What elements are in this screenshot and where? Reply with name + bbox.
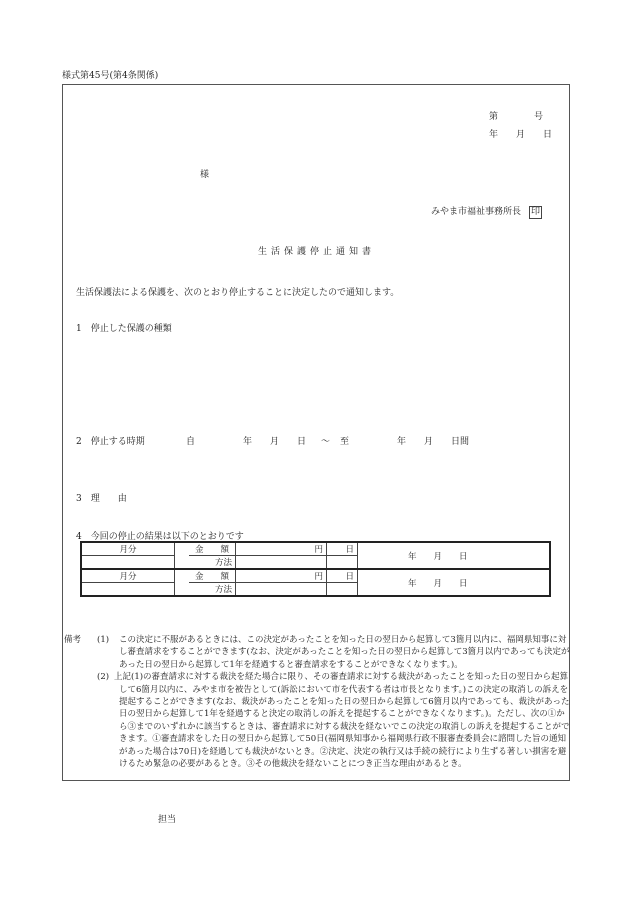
- intro-text: 生活保護法による保護を、次のとおり停止することに決定したので通知します。: [76, 288, 400, 298]
- blank-cell: [81, 556, 175, 570]
- date-cell: 年 月 日: [358, 569, 551, 596]
- blank-cell: [327, 583, 358, 597]
- item-reason: 3 理 由: [76, 494, 127, 504]
- table-row: [81, 569, 550, 583]
- month-cell: 月分: [81, 542, 175, 556]
- notes-label: 備考: [64, 635, 82, 645]
- item-result: 4 今回の停止の結果は以下のとおりです: [76, 532, 244, 542]
- item-period: 2 停止する時期: [76, 437, 145, 447]
- addressee: 様: [200, 170, 210, 180]
- day-cell: 日: [327, 542, 358, 556]
- yen-cell: 円: [236, 569, 327, 583]
- note-2: [64, 671, 570, 770]
- page-title: 生活保護停止通知書: [258, 247, 376, 257]
- spacer-cell: [175, 542, 190, 569]
- amount-label: 金 額: [189, 542, 236, 556]
- blank-cell: [327, 556, 358, 570]
- seal-mark: 印: [531, 207, 541, 217]
- period-to: 至: [340, 437, 350, 447]
- note-2-text: 上記(1)の審査請求に対する裁決を経た場合に限り、その審査請求に対する裁決があったことを知った日の翌日から起算して6箇月以内に、みやま市を被告として(訴訟において市を代表する者は市長となります。)この決定の取消しの訴えを提起することができます(なお、裁決があったことを知った日の翌日から起算して6箇月以内であっても、裁決があった日の翌日から起算して1年を経過すると決定の取消しの訴えを提起することができなくなります。)。ただし、次の①から③までのいずれかに該当するときは、審査請求に対する裁決を経ないでこの決定の取消しの訴えを提起することができます。①審査請求をした日の翌日から起算して50日(福岡県知事から福岡県行政不服審査委員会に諮問した旨の通知があった場合は70日)を経過しても裁決がないとき。②決定、決定の執行又は手続の続行により生ずる著しい損害を避けるため緊急の必要があるとき。③その他裁決を経ないことにつき正当な理由があるとき。: [114, 672, 570, 770]
- note-2-number: (2): [97, 672, 110, 683]
- notes-section: [64, 634, 570, 770]
- table-row: [81, 542, 550, 556]
- amount-label: 金 額: [189, 569, 236, 583]
- day-cell: 日: [327, 569, 358, 583]
- doc-date: 年 月 日: [489, 130, 553, 140]
- date-cell: 年 月 日: [358, 542, 551, 569]
- period-tilde: ～: [321, 437, 331, 447]
- yen-cell: 円: [236, 542, 327, 556]
- issuer: [431, 204, 542, 219]
- month-cell: 月分: [81, 569, 175, 583]
- method-label: 方法: [189, 556, 236, 570]
- note-1-text: この決定に不服があるときには、この決定があったことを知った日の翌日から起算して3箇月以内に、福岡県知事に対し審査請求をすることができます(なお、決定があったことを知った日の翌日から起算して3箇月以内であっても決定があった日の翌日から起算して1年を経過すると審査請求をすることができなくなります。)。: [119, 635, 570, 670]
- tantou-label: 担当: [158, 815, 177, 825]
- issuer-name: みやま市福祉事務所長: [431, 207, 522, 217]
- period-date-1: 年 月 日: [243, 437, 307, 447]
- blank-cell: [236, 556, 327, 570]
- doc-number: 第 号: [489, 112, 544, 122]
- method-label: 方法: [189, 583, 236, 597]
- blank-cell: [236, 583, 327, 597]
- form-number: 様式第45号(第4条関係): [62, 71, 159, 81]
- spacer-cell: [175, 569, 190, 596]
- note-1-number: (1): [97, 635, 110, 645]
- blank-cell: [81, 583, 175, 597]
- result-table: [80, 541, 551, 597]
- period-from: 自: [186, 437, 196, 447]
- note-1: [64, 634, 570, 671]
- period-date-2: 年 月 日間: [397, 437, 470, 447]
- item-kind: 1 停止した保護の種類: [76, 324, 172, 334]
